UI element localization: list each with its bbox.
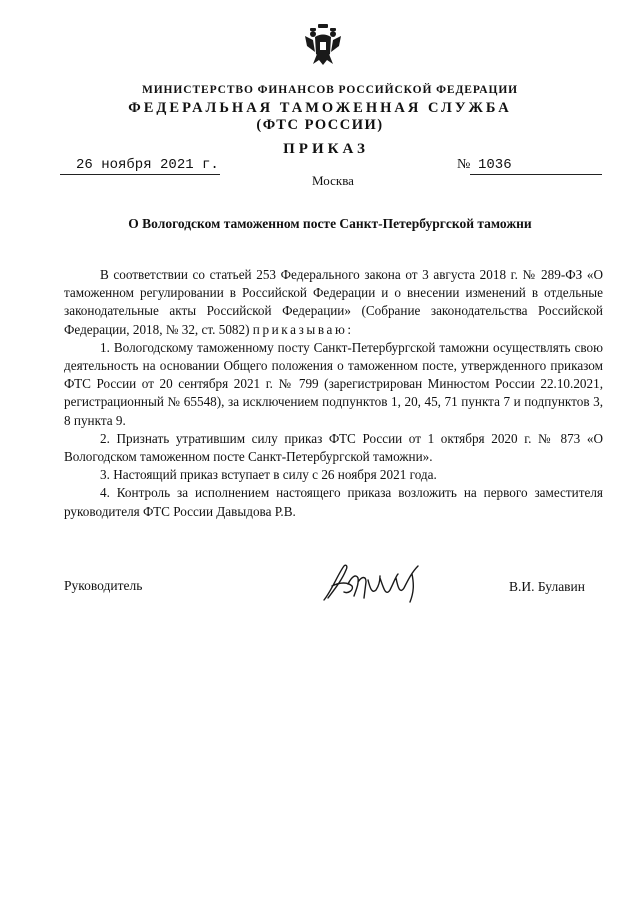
signer-name: В.И. Булавин	[509, 579, 586, 594]
order-number: 1036	[478, 157, 512, 173]
order-item: 4. Контроль за исполнением настоящего приказа возложить на первого заместителя руководителя ФТС России Давыдова Р.В.	[64, 485, 603, 519]
order-word: приказываю:	[252, 321, 354, 337]
preamble-paragraph	[64, 266, 603, 339]
order-item: 3. Настоящий приказ вступает в силу с 26 ноября 2021 года.	[100, 467, 437, 483]
handwritten-signature	[318, 560, 428, 606]
service-name: ФЕДЕРАЛЬНАЯ ТАМОЖЕННАЯ СЛУЖБА	[128, 100, 512, 116]
double-headed-eagle-icon	[303, 22, 343, 66]
preamble-text: В соответствии со статьей 253 Федерального закона от 3 августа 2018 г. № 289-ФЗ «О таможенном регулировании в Российской Федерации и о внесении изменений в отдельные законодательные акты Российской Федерации» (Собрание законодательства Российской Федерации, 2018, № 32, ст. 5082)	[64, 267, 603, 337]
ministry-name: МИНИСТЕРСТВО ФИНАНСОВ РОССИЙСКОЙ ФЕДЕРАЦИИ	[141, 84, 519, 96]
service-short-name: (ФТС РОССИИ)	[256, 117, 384, 133]
document-title: О Вологодском таможенном посте Санкт-Петербургской таможни	[128, 216, 532, 231]
order-item: 2. Признать утратившим силу приказ ФТС России от 1 октября 2020 г. № 873 «О Вологодском таможенном посте Санкт-Петербургской таможни».	[64, 430, 603, 465]
order-body	[64, 266, 603, 521]
signer-role: Руководитель	[64, 578, 143, 593]
document-type: ПРИКАЗ	[283, 141, 369, 157]
order-number-label: №	[457, 157, 471, 172]
order-item: 1. Вологодскому таможенному посту Санкт-Петербургской таможни осуществлять свою деятельность на основании Общего положения о таможенном посте, утвержденного приказом ФТС России от 20 сентября 2021 г. № 799 (зарегистрирован Минюстом России 22.10.2021, регистрационный № 65548), за исключением подпунктов 1, 20, 45, 71 пункта 7 и подпунктов 3, 8 пункта 9.	[64, 339, 603, 428]
issue-city: Москва	[312, 173, 354, 188]
order-date: 26 ноября 2021 г.	[76, 157, 219, 173]
